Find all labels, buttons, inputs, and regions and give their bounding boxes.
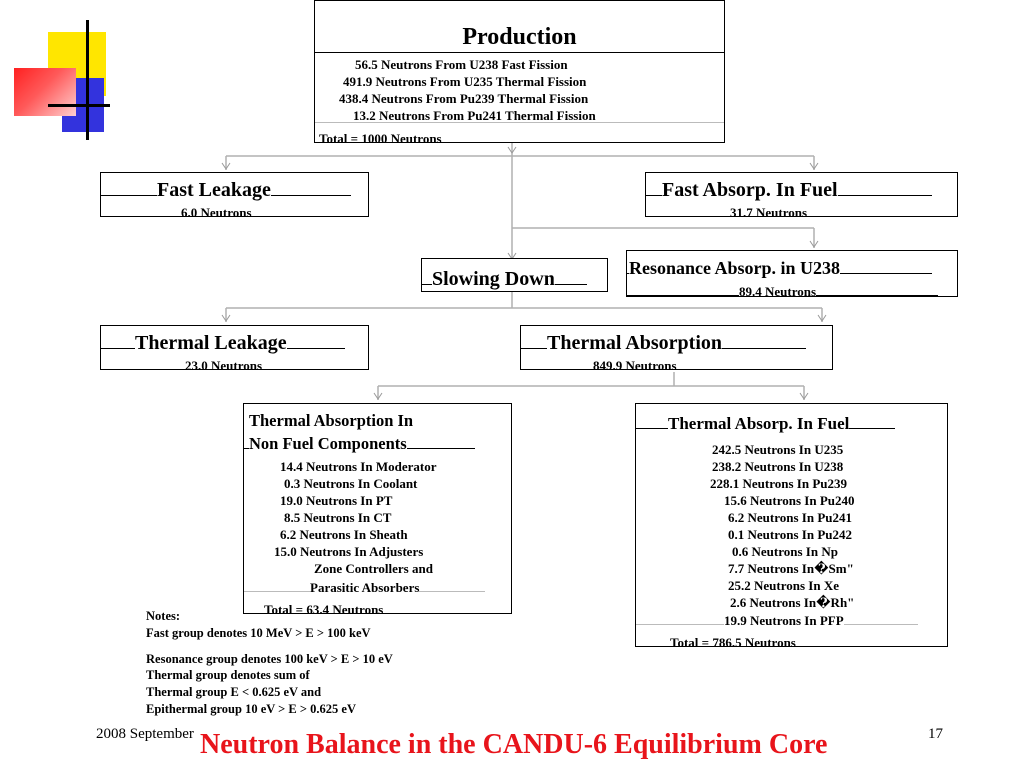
production-total: [315, 128, 726, 147]
slowing-down-box: [421, 258, 608, 292]
thermal-leakage-value: [101, 357, 370, 373]
fuel-line: 25.2 Neutrons In Xe: [728, 578, 839, 593]
fuel-absorption-box: [635, 403, 948, 650]
fast-absorption-value-text: 31.7 Neutrons: [730, 205, 808, 220]
slide-title: Neutron Balance in the CANDU-6 Equilibrium Core: [200, 729, 828, 760]
non-fuel-title-line1: Thermal Absorption In: [249, 411, 414, 430]
production-line: 13.2 Neutrons From Pu241 Thermal Fission: [353, 108, 596, 123]
resonance-absorption-value-text: 89.4 Neutrons: [739, 284, 817, 299]
fuel-line: 242.5 Neutrons In U235: [712, 442, 844, 457]
production-line: 438.4 Neutrons From Pu239 Thermal Fission: [339, 91, 589, 106]
non-fuel-total: [244, 599, 513, 618]
notes-line: Thermal group denotes sum of: [146, 668, 310, 682]
production-divider: [315, 52, 724, 53]
non-fuel-line: 8.5 Neutrons In CT: [284, 510, 392, 525]
non-fuel-line: 19.0 Neutrons In PT: [280, 493, 393, 508]
fuel-absorption-title: [636, 410, 949, 434]
thermal-leakage-title-text: Thermal Leakage: [135, 332, 287, 354]
production-box: [314, 0, 725, 146]
production-line: 491.9 Neutrons From U235 Thermal Fission: [343, 74, 587, 89]
non-fuel-line: [244, 577, 513, 596]
fast-absorption-box: [645, 172, 958, 220]
fast-leakage-box: [100, 172, 369, 220]
non-fuel-title-line2: [244, 432, 513, 453]
slowing-down-title: [422, 268, 609, 290]
footer-page-number: 17: [928, 726, 943, 742]
thermal-absorption-title-text: Thermal Absorption: [547, 332, 723, 354]
fast-leakage-value-text: 6.0 Neutrons: [181, 205, 252, 220]
thermal-leakage-title: [101, 332, 370, 354]
footer-date: 2008 September: [96, 726, 194, 742]
notes-line: Thermal group E < 0.625 eV and: [146, 685, 322, 699]
fuel-line: 2.6 Neutrons In�Rh": [730, 595, 855, 610]
fast-leakage-title-text: Fast Leakage: [157, 179, 271, 201]
non-fuel-parasitic-text: Parasitic Absorbers: [310, 580, 420, 595]
non-fuel-title-line2-text: Non Fuel Components: [249, 434, 407, 453]
non-fuel-line: 14.4 Neutrons In Moderator: [280, 459, 437, 474]
notes-line: Resonance group denotes 100 keV > E > 10 eV: [146, 652, 393, 666]
thermal-leakage-box: [100, 325, 369, 373]
fuel-total-text: Total = 786.5 Neutrons: [670, 635, 796, 650]
thermal-absorption-value: [521, 357, 834, 373]
fuel-line: 238.2 Neutrons In U238: [712, 459, 844, 474]
non-fuel-total-text: Total = 63.4 Neutrons: [264, 602, 384, 617]
fuel-line: 15.6 Neutrons In Pu240: [724, 493, 855, 508]
fast-leakage-title: [101, 179, 370, 201]
slowing-down-title-text: Slowing Down: [432, 268, 555, 290]
fast-absorption-value: [646, 204, 959, 220]
thermal-absorption-value-text: 849.9 Neutrons: [593, 358, 677, 373]
resonance-absorption-title-text: Resonance Absorp. in U238: [629, 258, 841, 278]
fast-absorption-title: [646, 179, 959, 201]
thermal-absorption-title: [521, 332, 834, 354]
thermal-leakage-value-text: 23.0 Neutrons: [185, 358, 263, 373]
non-fuel-line: 6.2 Neutrons In Sheath: [280, 527, 408, 542]
production-divider-gray: [315, 122, 724, 123]
notes-heading: Notes:: [146, 609, 181, 623]
notes-line: Fast group denotes 10 MeV > E > 100 keV: [146, 626, 371, 640]
non-fuel-line: 0.3 Neutrons In Coolant: [284, 476, 418, 491]
non-fuel-line: 15.0 Neutrons In Adjusters: [274, 544, 424, 559]
fuel-line: 0.1 Neutrons In Pu242: [728, 527, 853, 542]
fuel-total: [636, 632, 949, 651]
fast-leakage-value: [101, 204, 370, 220]
fuel-line: 0.6 Neutrons In Np: [732, 544, 838, 559]
resonance-absorption-value: [627, 283, 959, 299]
non-fuel-line: Zone Controllers and: [314, 561, 433, 576]
resonance-absorption-title: [627, 257, 959, 279]
production-title: Production: [462, 24, 577, 50]
non-fuel-absorption-box: [243, 403, 512, 617]
resonance-absorption-box: [626, 250, 958, 297]
production-line: 56.5 Neutrons From U238 Fast Fission: [355, 57, 568, 72]
fuel-line: [636, 610, 949, 629]
fuel-absorption-title-text: Thermal Absorp. In Fuel: [668, 414, 850, 433]
notes-line: Epithermal group 10 eV > E > 0.625 eV: [146, 702, 356, 716]
fuel-line: 6.2 Neutrons In Pu241: [728, 510, 853, 525]
production-total-text: Total = 1000 Neutrons: [319, 131, 442, 146]
thermal-absorption-box: [520, 325, 833, 373]
fuel-pfp-text: 19.9 Neutrons In PFP: [724, 613, 844, 628]
fuel-line: 7.7 Neutrons In�Sm": [728, 561, 854, 576]
fast-absorption-title-text: Fast Absorp. In Fuel: [662, 179, 838, 201]
fuel-line: 228.1 Neutrons In Pu239: [710, 476, 848, 491]
